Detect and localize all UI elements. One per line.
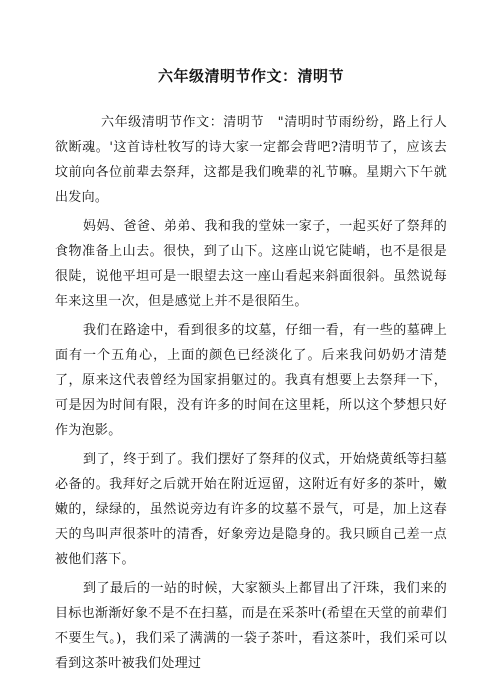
paragraph-tombs: 我们在路途中，看到很多的坟墓，仔细一看，有一些的墓碑上面有一个五角心，上面的颜色已经淡化了。后来我问奶奶才清楚了，原来这代表曾经为国家捐躯过的。我真有想要上去祭拜一下，可是因为时间有限，没有许多的时间在这里耗，所以这个梦想只好作为泡影。 [55, 323, 447, 438]
paragraph-intro: 六年级清明节作文：清明节 "清明时节雨纷纷，路上行人欲断魂。'这首诗杜牧写的诗大家一定都会背吧?清明节了，应该去坟前向各位前辈去祭拜，这都是我们晚辈的礼节嘛。星期六下午就出发向。 [55, 115, 447, 205]
document-body [55, 64, 447, 676]
paragraph-tea-picking: 到了最后的一站的时候，大家额头上都冒出了汗珠，我们来的目标也渐渐好象不是不在扫墓，而是在采茶叶(希望在天堂的前辈们不要生气。)，我们采了满满的一袋子茶叶，看这茶叶，我们采可以看到这茶叶被我们处理过 [55, 581, 447, 671]
paragraph-arrival: 到了，终于到了。我们摆好了祭拜的仪式，开始烧黄纸等扫墓必备的。我拜好之后就开始在附近逗留，这附近有好多的茶叶，嫩嫩的，绿绿的，虽然说旁边有许多的坟墓不景气，可是，加上这春天的鸟叫声很茶叶的清香，好象旁边是隐身的。我只顾自己差一点被他们落下。 [55, 452, 447, 567]
paragraph-family: 妈妈、爸爸、弟弟、我和我的堂妹一家子，一起买好了祭拜的食物准备上山去。很快，到了山下。这座山说它陡峭，也不是很是很陡，说他平坦可是一眼望去这一座山看起来斜面很斜。虽然说每年来这里一次，但是感觉上并不是很陌生。 [55, 219, 447, 309]
document-title: 六年级清明节作文：清明节 [157, 67, 344, 85]
